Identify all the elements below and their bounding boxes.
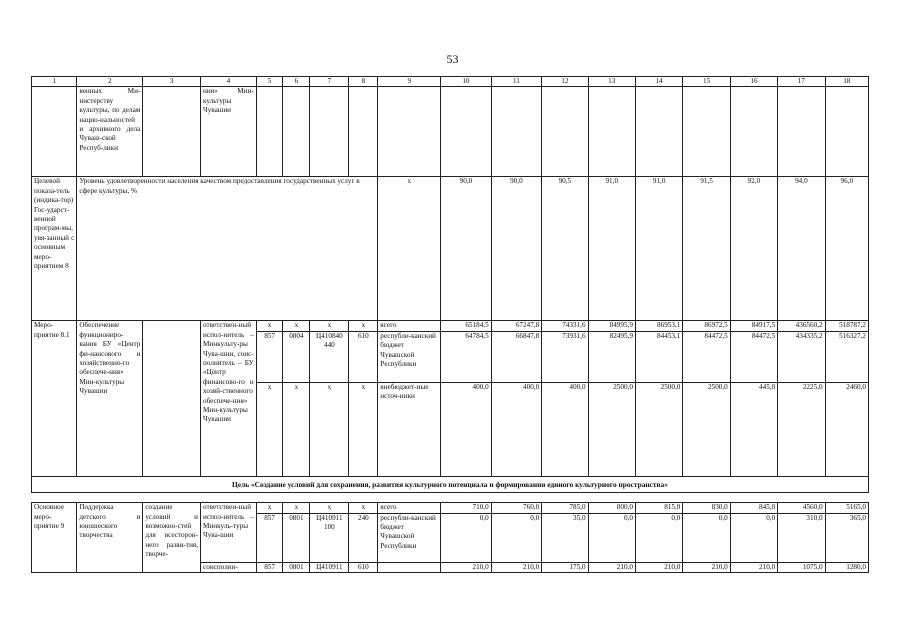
m81-source: внебюджет-ные источ-ники	[378, 382, 441, 476]
m9-code: х	[310, 503, 349, 513]
m9-value: 830,0	[683, 503, 730, 513]
goal-heading: Цель «Создание условий для сохранения, развития культурного потенциала и формирования единого культурного пространства»	[32, 476, 869, 492]
m81-value: 2500,0	[588, 382, 635, 476]
m81-value: 84995,9	[588, 321, 635, 331]
m81-value: 400,0	[441, 382, 492, 476]
m81-value: 400,0	[542, 382, 588, 476]
m81-label: Меро-приятие 8.1	[32, 321, 77, 476]
m81-value: 2225,0	[778, 382, 825, 476]
m9-code: Ц410911	[310, 562, 349, 572]
m9-value: 0,0	[441, 513, 492, 562]
column-header: 6	[283, 77, 310, 87]
column-header: 2	[77, 77, 143, 87]
m81-value: 84472,5	[683, 331, 730, 382]
continuation-row	[32, 87, 869, 177]
m81-value: 84472,5	[730, 331, 777, 382]
column-header: 10	[441, 77, 492, 87]
goal-row	[32, 476, 869, 492]
m9-code: 857	[256, 513, 283, 562]
m81-value: 64784,5	[441, 331, 492, 382]
m9-value: 365,0	[825, 513, 868, 562]
m9-value: 0,0	[635, 513, 682, 562]
indicator-description: Уровень удовлетворенности населения качеством предоставления государственных услуг в сфере культуры, %	[77, 177, 378, 321]
header-row	[32, 77, 869, 87]
indicator-value: 90,0	[491, 177, 542, 321]
m81-code: Ц410840 440	[310, 331, 349, 382]
m9-value: 175,0	[542, 562, 588, 572]
budget-table	[31, 76, 869, 573]
column-header: 3	[143, 77, 201, 87]
m81-value: 518787,2	[825, 321, 868, 331]
m9-source	[378, 562, 441, 572]
spacer-row	[32, 493, 869, 503]
column-header: 12	[542, 77, 588, 87]
m81-value: 74331,6	[542, 321, 588, 331]
m9-value: 800,0	[588, 503, 635, 513]
column-header: 9	[378, 77, 441, 87]
m9-code: 240	[349, 513, 378, 562]
cell-continuation-col4: ния» Мин-культуры Чувашии	[201, 87, 257, 177]
m9-code: х	[283, 503, 310, 513]
m81-code: х	[349, 382, 378, 476]
m9-row-total	[32, 503, 869, 513]
m81-value: 86972,5	[683, 321, 730, 331]
m81-code: х	[310, 321, 349, 331]
m81-value: 436560,2	[778, 321, 825, 331]
m9-value: 210,0	[683, 562, 730, 572]
m81-code: х	[349, 321, 378, 331]
m9-value: 1075,0	[778, 562, 825, 572]
column-header: 17	[778, 77, 825, 87]
m9-executor: ответствен-ный испол-нитель – Минкуль-туры Чува-шии	[201, 503, 257, 562]
indicator-value: 92,0	[730, 177, 777, 321]
m81-value: 65184,5	[441, 321, 492, 331]
m81-code: х	[256, 321, 283, 331]
m81-goal	[143, 321, 201, 476]
indicator-value: 96,0	[825, 177, 868, 321]
m9-value: 0,0	[588, 513, 635, 562]
m9-value: 210,0	[588, 562, 635, 572]
m9-code: 857	[256, 562, 283, 572]
m9-code: х	[349, 503, 378, 513]
m81-value: 84917,5	[730, 321, 777, 331]
m81-row-total	[32, 321, 869, 331]
column-header: 7	[310, 77, 349, 87]
m9-code: 0801	[283, 562, 310, 572]
column-header: 13	[588, 77, 635, 87]
m9-code: 610	[349, 562, 378, 572]
m81-value: 2500,0	[635, 382, 682, 476]
m81-value: 2500,0	[683, 382, 730, 476]
m9-executor-cont: соисполни-	[201, 562, 257, 572]
cell-continuation-col2: венных Ми-нистерству культуры, по делам нацио-нальностей и архивного дела Чуваш-ской Респуб-лики	[77, 87, 143, 177]
m9-source: республи-канский бюджет Чувашской Республики	[378, 513, 441, 562]
indicator-value: 91,0	[588, 177, 635, 321]
m81-value: 73931,6	[542, 331, 588, 382]
m9-value: 845,0	[730, 503, 777, 513]
indicator-value: 94,0	[778, 177, 825, 321]
m81-value: 400,0	[491, 382, 542, 476]
m81-value: 67247,8	[491, 321, 542, 331]
m81-code: 857	[256, 331, 283, 382]
m81-executor: ответствен-ный испол-нитель – Минкульту-ры Чува-шии, соис-полнитель – БУ «Центр финансово-го и хозяй-ственного обеспече-ния» Мин-культуры Чувашии	[201, 321, 257, 476]
m81-title: Обеспечение функциониро-вания БУ «Центр фи-нансового и хозяйственно-го обеспече-ния» Мин-культуры Чувашии	[77, 321, 143, 476]
m9-value: 0,0	[730, 513, 777, 562]
m9-value: 210,0	[491, 562, 542, 572]
m9-value: 5165,0	[825, 503, 868, 513]
m9-value: 210,0	[635, 562, 682, 572]
m81-code: 610	[349, 331, 378, 382]
m9-value: 760,0	[491, 503, 542, 513]
m9-code: Ц410911 100	[310, 513, 349, 562]
indicator-label: Целевой показа-тель (индика-тор) Гос-ударст-венной програм-мы, увя-занный с основным меро-приятием 8	[32, 177, 77, 321]
m9-value: 310,0	[778, 513, 825, 562]
column-header: 4	[201, 77, 257, 87]
m81-value: 66847,8	[491, 331, 542, 382]
indicator-value: 90,0	[441, 177, 492, 321]
m9-value: 815,0	[635, 503, 682, 513]
column-header: 8	[349, 77, 378, 87]
m9-code: х	[256, 503, 283, 513]
m81-value: 445,0	[730, 382, 777, 476]
m81-value: 86953,1	[635, 321, 682, 331]
m81-value: 516327,2	[825, 331, 868, 382]
m81-code: х	[256, 382, 283, 476]
column-header: 14	[635, 77, 682, 87]
m9-value: 785,0	[542, 503, 588, 513]
column-header: 18	[825, 77, 868, 87]
m81-source: всего	[378, 321, 441, 331]
column-header: 15	[683, 77, 730, 87]
column-header: 16	[730, 77, 777, 87]
m81-value: 434335,2	[778, 331, 825, 382]
m9-code: 0801	[283, 513, 310, 562]
m81-value: 82495,9	[588, 331, 635, 382]
m9-value: 35,0	[542, 513, 588, 562]
m81-value: 2460,0	[825, 382, 868, 476]
indicator-value: 91,5	[683, 177, 730, 321]
m9-value: 0,0	[491, 513, 542, 562]
m9-value: 210,0	[730, 562, 777, 572]
indicator-row	[32, 177, 869, 321]
m9-value: 710,0	[441, 503, 492, 513]
column-header: 1	[32, 77, 77, 87]
m9-label: Основное меро-приятие 9	[32, 503, 77, 573]
m81-code: х	[283, 321, 310, 331]
m81-source: республи-канский бюджет Чувашской Республики	[378, 331, 441, 382]
m81-value: 84453,1	[635, 331, 682, 382]
m9-goal: создание условий и возможно-стей для всесторон-него разви-тия, творче-	[143, 503, 201, 573]
page-number: 53	[446, 52, 459, 66]
m9-source: всего	[378, 503, 441, 513]
indicator-value: 90,5	[542, 177, 588, 321]
m81-code: х	[283, 382, 310, 476]
column-header: 11	[491, 77, 542, 87]
m9-value: 4560,0	[778, 503, 825, 513]
indicator-value: 91,0	[635, 177, 682, 321]
m9-value: 0,0	[683, 513, 730, 562]
m81-code: х	[310, 382, 349, 476]
m9-value: 1280,0	[825, 562, 868, 572]
indicator-col9: х	[378, 177, 441, 321]
m81-code: 0804	[283, 331, 310, 382]
m9-title: Поддержка детского и юношеского творчества	[77, 503, 143, 573]
m9-value: 210,0	[441, 562, 492, 572]
column-header: 5	[256, 77, 283, 87]
